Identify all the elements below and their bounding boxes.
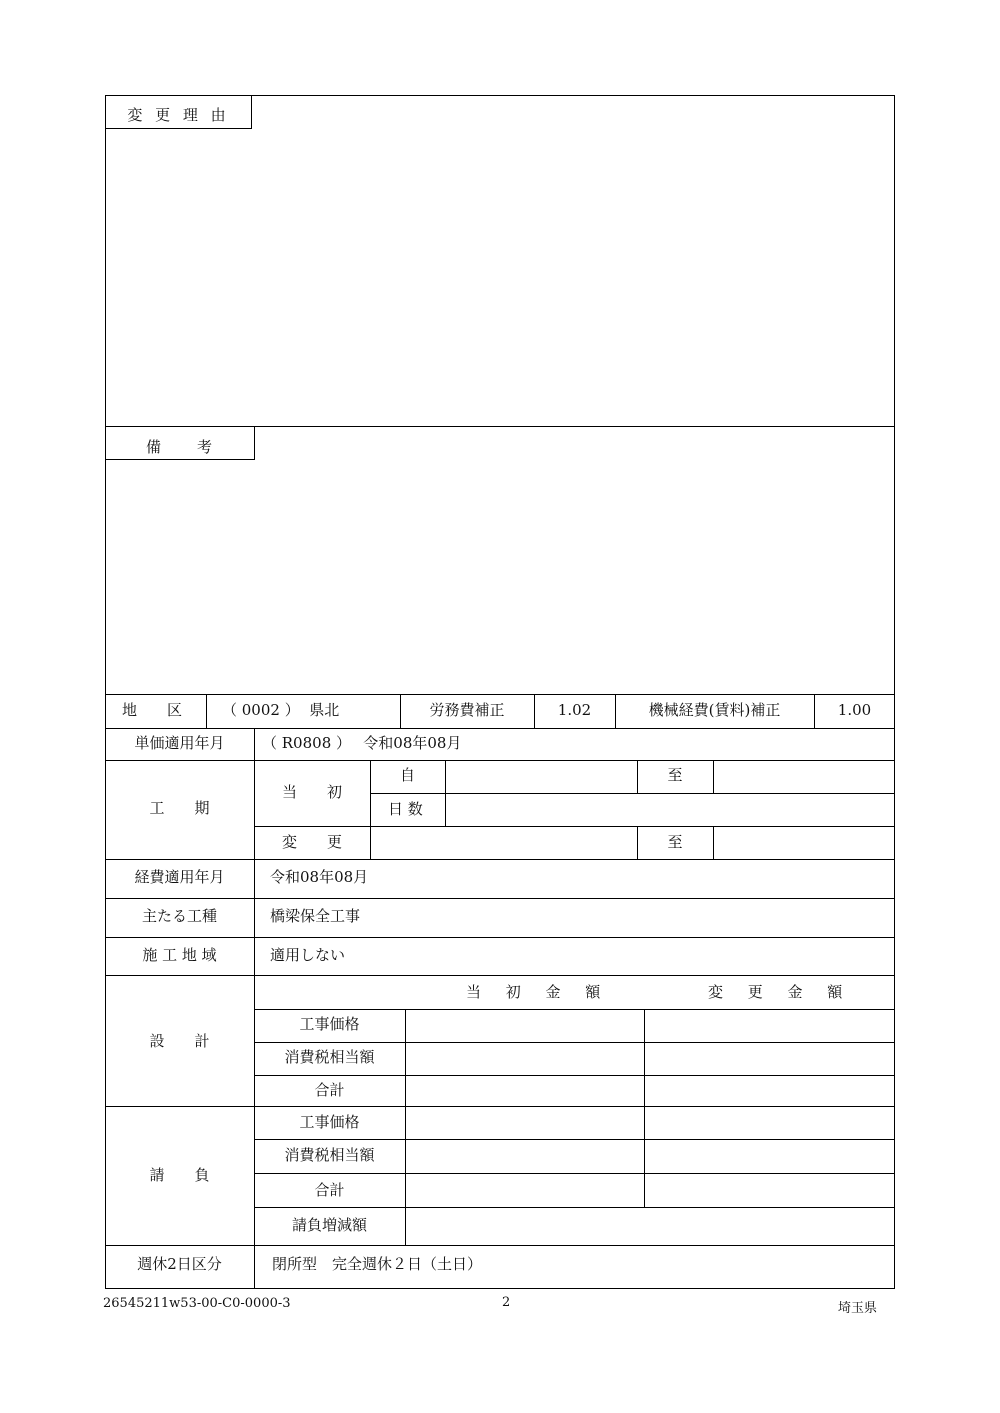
divider [445, 760, 446, 826]
machine-label: 機械経費(賃料)補正 [648, 701, 781, 719]
divider [105, 760, 895, 761]
main-work-label: 主たる工種 [141, 907, 217, 925]
divider [254, 1139, 895, 1140]
reason-label-box [105, 95, 252, 129]
labor-label: 労務費補正 [429, 701, 505, 719]
divider [254, 1042, 895, 1043]
machine-value: 1.00 [837, 701, 872, 719]
amount-change-header: 変 更 金 額 [708, 983, 853, 1001]
divider [254, 1173, 895, 1174]
area-value: 適用しない [270, 946, 346, 964]
period-label: 工 期 [149, 799, 210, 817]
contract-diff: 請負増減額 [291, 1216, 367, 1234]
design-tax: 消費税相当額 [284, 1048, 375, 1066]
period-initial: 当 初 [281, 783, 342, 801]
reason-label: 変 更 理 由 [127, 106, 230, 124]
form-frame [105, 95, 895, 1289]
holiday-value: 閉所型 完全週休２日（土日） [272, 1255, 483, 1273]
divider [254, 1075, 895, 1076]
divider [105, 728, 895, 729]
period-from: 自 [400, 766, 416, 784]
area-label: 施 工 地 域 [142, 946, 217, 964]
contract-total: 合計 [314, 1181, 345, 1199]
remarks-label-box [105, 426, 255, 460]
design-price: 工事価格 [299, 1015, 360, 1033]
divider [254, 728, 255, 1245]
design-total: 合計 [314, 1081, 345, 1099]
contract-label: 請 負 [149, 1166, 210, 1184]
district-value: （ 0002 ） 県北 [222, 701, 340, 719]
divider [105, 975, 895, 976]
divider [206, 694, 207, 728]
divider [405, 1009, 406, 1245]
expense-value: 令和08年08月 [270, 868, 369, 886]
divider [254, 1245, 255, 1289]
period-to: 至 [667, 766, 683, 784]
expense-label: 経費適用年月 [134, 868, 225, 886]
design-label: 設 計 [149, 1032, 210, 1050]
divider [370, 793, 895, 794]
unit-price-label: 単価適用年月 [134, 734, 225, 752]
remarks-label: 備 考 [145, 438, 214, 456]
holiday-label: 週休2日区分 [137, 1255, 222, 1273]
footer-org: 埼玉県 [838, 1301, 878, 1316]
divider [254, 1207, 895, 1208]
divider [254, 826, 895, 827]
contract-tax: 消費税相当額 [284, 1146, 375, 1164]
main-work-value: 橋梁保全工事 [270, 907, 361, 925]
divider [105, 859, 895, 860]
divider [105, 694, 895, 695]
period-change: 変 更 [281, 833, 342, 851]
period-days: 日 数 [388, 800, 423, 818]
divider [644, 1009, 645, 1207]
labor-value: 1.02 [557, 701, 592, 719]
period-change-to: 至 [667, 833, 683, 851]
district-label: 地 区 [122, 701, 183, 719]
contract-price: 工事価格 [299, 1113, 360, 1131]
divider [105, 937, 895, 938]
unit-price-value: （ R0808 ） 令和08年08月 [262, 734, 462, 752]
footer-page: 2 [502, 1295, 511, 1310]
footer-code: 26545211w53-00-C0-0000-3 [103, 1296, 291, 1311]
divider [370, 760, 371, 859]
divider [713, 760, 714, 793]
amount-initial-header: 当 初 金 額 [466, 983, 611, 1001]
divider [105, 1245, 895, 1246]
divider [105, 898, 895, 899]
divider [105, 1106, 895, 1107]
divider [254, 1009, 895, 1010]
divider [713, 826, 714, 859]
